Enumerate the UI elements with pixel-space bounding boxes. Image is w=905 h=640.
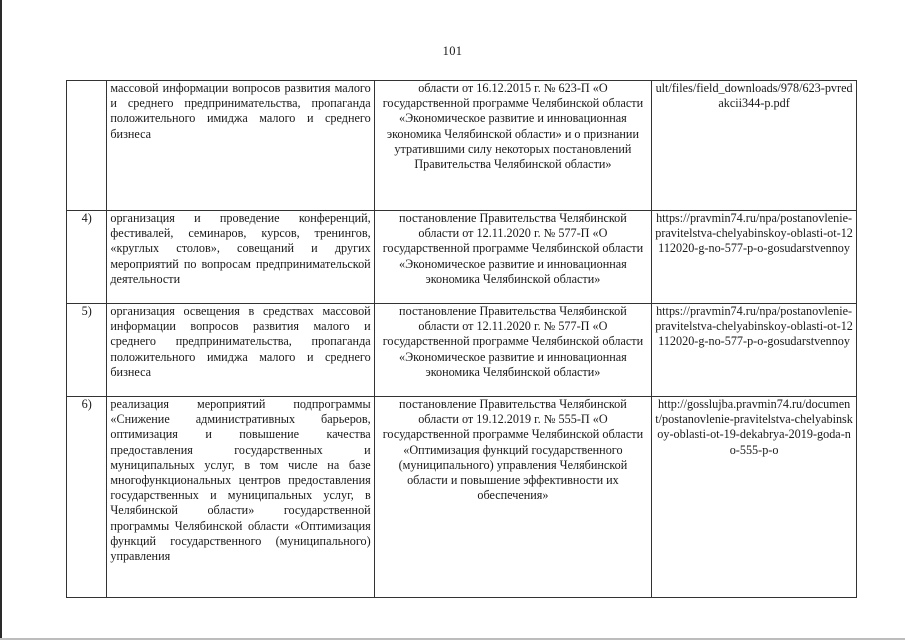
activity-text: организация и проведение конференций, фестивалей, семинаров, курсов, тренингов, «круглых столов», совещаний и других мероприятий по вопросам предпринимательской деятельности bbox=[110, 211, 371, 286]
link-text: https://pravmin74.ru/npa/postanovlenie-pravitelstva-chelyabinskoy-oblasti-ot-12112020-g-no-577-p-o-gosudarstvennoy bbox=[655, 211, 853, 256]
link-cell bbox=[652, 397, 857, 598]
table-row bbox=[67, 397, 857, 598]
activity-cell bbox=[107, 81, 374, 211]
document-cell bbox=[374, 397, 651, 598]
document-cell bbox=[374, 304, 651, 397]
table-row bbox=[67, 81, 857, 211]
activity-text: организация освещения в средствах массовой информации вопросов развития малого и среднего предпринимательства, пропаганда положительного имиджа малого и среднего бизнеса bbox=[110, 304, 371, 379]
table-row bbox=[67, 304, 857, 397]
activity-text: массовой информации вопросов развития малого и среднего предпринимательства, пропаганда положительного имиджа малого и среднего бизнеса bbox=[110, 81, 371, 141]
link-cell bbox=[652, 81, 857, 211]
document-text: постановление Правительства Челябинской области от 12.11.2020 г. № 577-П «О государственной программе Челябинской области «Экономическое развитие и инновационная экономика Челябинской области» bbox=[382, 304, 644, 379]
link-cell bbox=[652, 211, 857, 304]
document-text: области от 16.12.2015 г. № 623-П «О государственной программе Челябинской области «Экономическое развитие и инновационная экономика Челябинской области» и о признании утратившими силу некоторых постановлений Правительства Челябинской области» bbox=[382, 81, 644, 172]
row-number-cell: 4) bbox=[67, 211, 107, 304]
link-cell bbox=[652, 304, 857, 397]
activity-cell bbox=[107, 304, 374, 397]
link-text: https://pravmin74.ru/npa/postanovlenie-pravitelstva-chelyabinskoy-oblasti-ot-12112020-g-no-577-p-o-gosudarstvennoy bbox=[655, 304, 853, 349]
document-text: постановление Правительства Челябинской области от 12.11.2020 г. № 577-П «О государственной программе Челябинской области «Экономическое развитие и инновационная экономика Челябинской области» bbox=[382, 211, 644, 286]
activity-cell bbox=[107, 211, 374, 304]
page-number: 101 bbox=[442, 44, 463, 58]
document-table bbox=[66, 80, 857, 598]
activity-cell bbox=[107, 397, 374, 598]
row-number-cell: 5) bbox=[67, 304, 107, 397]
scan-left-edge bbox=[0, 0, 2, 640]
row-number-cell bbox=[67, 81, 107, 211]
document-cell bbox=[374, 211, 651, 304]
table-row bbox=[67, 211, 857, 304]
activity-text: реализация мероприятий подпрограммы «Снижение административных барьеров, оптимизация и повышение качества предоставления государственных и муниципальных услуг, в том числе на базе многофункциональных центров предоставления государственных и муниципальных услуг, в Челябинской области» государственной программы Челябинской области «Оптимизация функций государственного (муниципального) управления bbox=[110, 397, 371, 564]
link-text: ult/files/field_downloads/978/623-pvredakcii344-p.pdf bbox=[655, 81, 853, 111]
row-number-cell: 6) bbox=[67, 397, 107, 598]
document-text: постановление Правительства Челябинской области от 19.12.2019 г. № 555-П «О государственной программе Челябинской области «Оптимизация функций государственного (муниципального) управления Челябинской области и повышение эффективности их обеспечения» bbox=[382, 397, 644, 503]
link-text: http://gosslujba.pravmin74.ru/document/postanovlenie-pravitelstva-chelyabinskoy-oblasti-ot-19-dekabrya-2019-goda-no-555-p-o bbox=[655, 397, 853, 457]
document-cell bbox=[374, 81, 651, 211]
